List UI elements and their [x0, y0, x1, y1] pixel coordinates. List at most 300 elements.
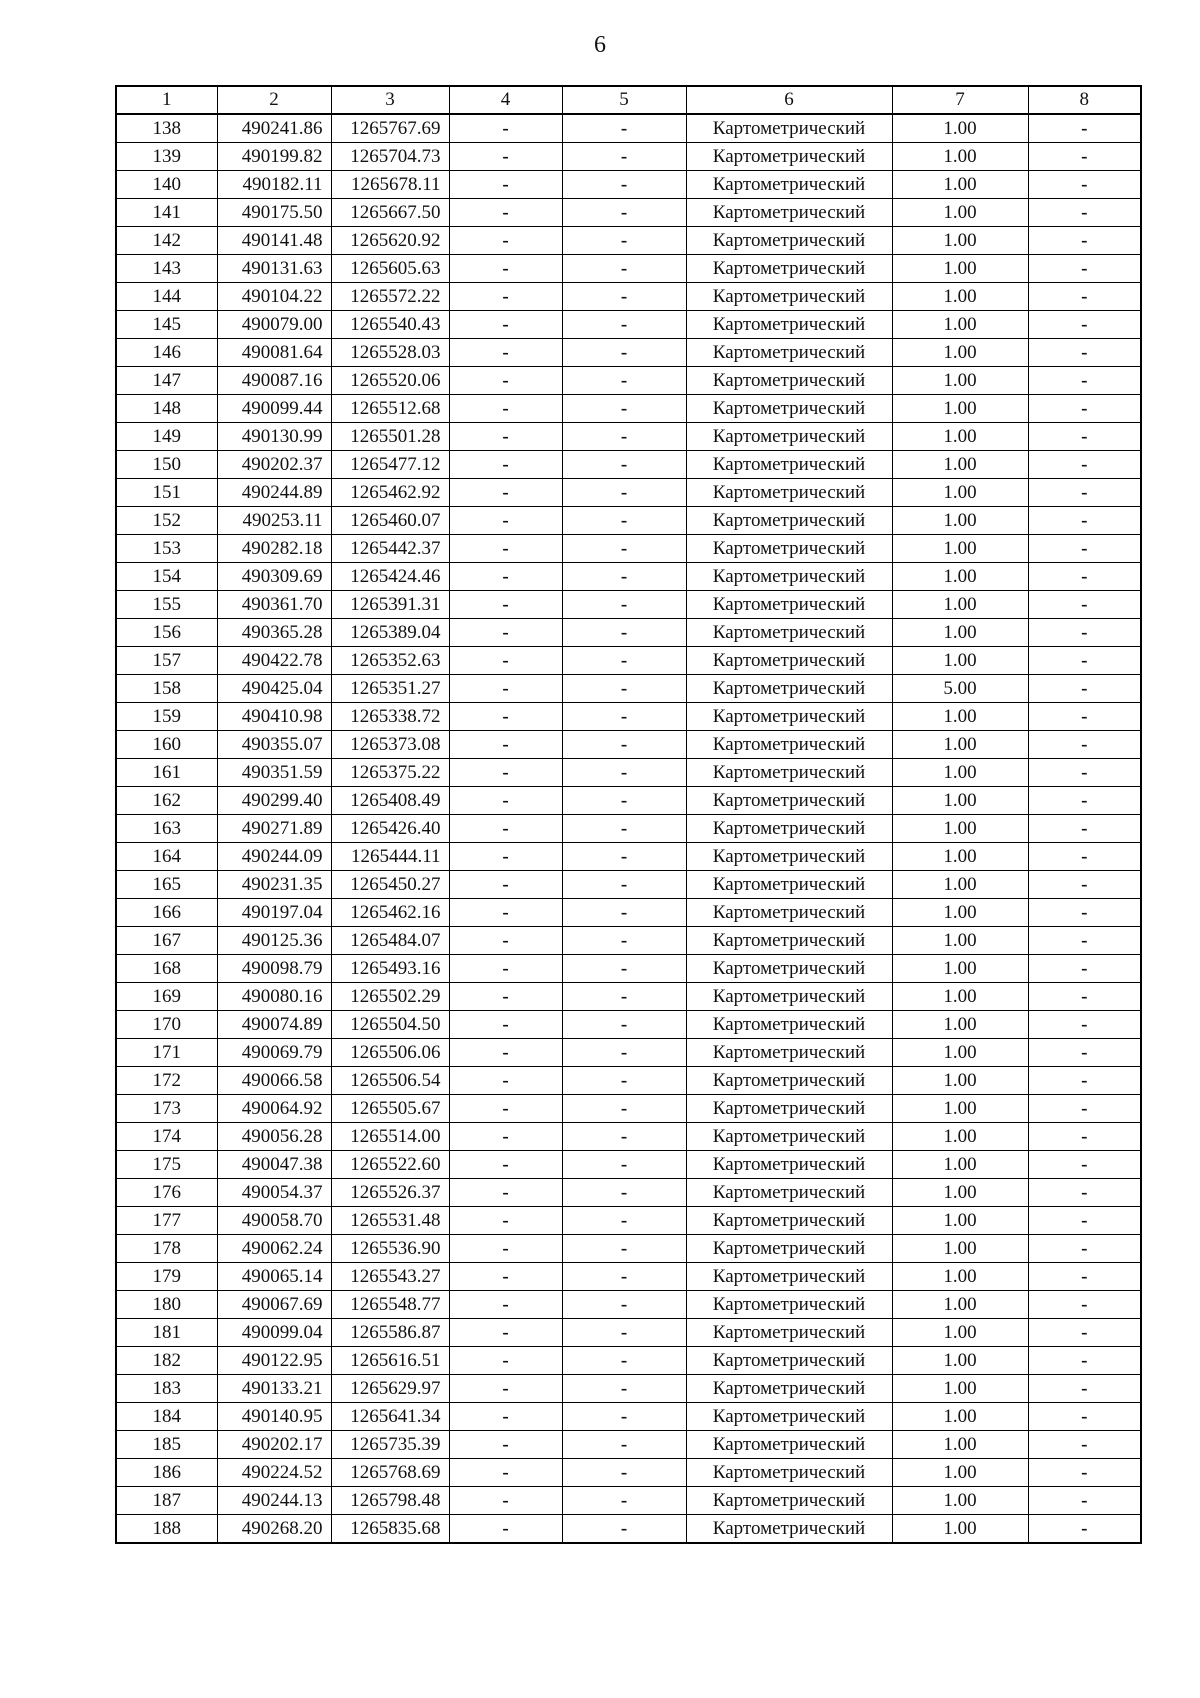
table-row	[116, 1207, 1141, 1235]
column-4-cell: -	[449, 1179, 562, 1207]
y-coordinate-cell: 1265704.73	[331, 143, 449, 171]
column-8-cell: -	[1028, 1207, 1141, 1235]
column-header: 2	[217, 86, 331, 114]
column-8-cell: -	[1028, 731, 1141, 759]
y-coordinate-cell: 1265408.49	[331, 787, 449, 815]
accuracy-cell: 1.00	[892, 619, 1028, 647]
x-coordinate-cell: 490244.89	[217, 479, 331, 507]
table-row	[116, 311, 1141, 339]
column-5-cell: -	[562, 815, 686, 843]
column-8-cell: -	[1028, 1403, 1141, 1431]
table-row	[116, 114, 1141, 143]
point-number-cell: 146	[116, 339, 217, 367]
method-cell: Картометрический	[686, 955, 892, 983]
accuracy-cell: 1.00	[892, 703, 1028, 731]
method-cell: Картометрический	[686, 675, 892, 703]
table-row	[116, 283, 1141, 311]
accuracy-cell: 1.00	[892, 1067, 1028, 1095]
column-5-cell: -	[562, 1235, 686, 1263]
column-8-cell: -	[1028, 955, 1141, 983]
table-body	[116, 114, 1141, 1543]
x-coordinate-cell: 490175.50	[217, 199, 331, 227]
x-coordinate-cell: 490047.38	[217, 1151, 331, 1179]
column-4-cell: -	[449, 1123, 562, 1151]
accuracy-cell: 1.00	[892, 647, 1028, 675]
x-coordinate-cell: 490231.35	[217, 871, 331, 899]
point-number-cell: 149	[116, 423, 217, 451]
y-coordinate-cell: 1265338.72	[331, 703, 449, 731]
column-4-cell: -	[449, 1095, 562, 1123]
point-number-cell: 176	[116, 1179, 217, 1207]
accuracy-cell: 1.00	[892, 1459, 1028, 1487]
column-5-cell: -	[562, 1039, 686, 1067]
method-cell: Картометрический	[686, 1067, 892, 1095]
column-4-cell: -	[449, 1039, 562, 1067]
accuracy-cell: 1.00	[892, 843, 1028, 871]
x-coordinate-cell: 490253.11	[217, 507, 331, 535]
y-coordinate-cell: 1265352.63	[331, 647, 449, 675]
column-5-cell: -	[562, 114, 686, 143]
accuracy-cell: 1.00	[892, 815, 1028, 843]
column-8-cell: -	[1028, 1263, 1141, 1291]
point-number-cell: 154	[116, 563, 217, 591]
table-row	[116, 1151, 1141, 1179]
x-coordinate-cell: 490141.48	[217, 227, 331, 255]
column-5-cell: -	[562, 1403, 686, 1431]
method-cell: Картометрический	[686, 339, 892, 367]
table-row	[116, 1431, 1141, 1459]
point-number-cell: 151	[116, 479, 217, 507]
column-header: 6	[686, 86, 892, 114]
method-cell: Картометрический	[686, 1291, 892, 1319]
column-8-cell: -	[1028, 283, 1141, 311]
method-cell: Картометрический	[686, 731, 892, 759]
column-4-cell: -	[449, 114, 562, 143]
column-4-cell: -	[449, 227, 562, 255]
y-coordinate-cell: 1265424.46	[331, 563, 449, 591]
x-coordinate-cell: 490066.58	[217, 1067, 331, 1095]
y-coordinate-cell: 1265506.06	[331, 1039, 449, 1067]
column-4-cell: -	[449, 1235, 562, 1263]
column-5-cell: -	[562, 703, 686, 731]
accuracy-cell: 1.00	[892, 759, 1028, 787]
accuracy-cell: 1.00	[892, 395, 1028, 423]
column-8-cell: -	[1028, 703, 1141, 731]
x-coordinate-cell: 490062.24	[217, 1235, 331, 1263]
table-row	[116, 787, 1141, 815]
column-8-cell: -	[1028, 451, 1141, 479]
point-number-cell: 172	[116, 1067, 217, 1095]
column-4-cell: -	[449, 1431, 562, 1459]
accuracy-cell: 1.00	[892, 479, 1028, 507]
accuracy-cell: 1.00	[892, 114, 1028, 143]
column-5-cell: -	[562, 1011, 686, 1039]
method-cell: Картометрический	[686, 535, 892, 563]
point-number-cell: 179	[116, 1263, 217, 1291]
point-number-cell: 156	[116, 619, 217, 647]
point-number-cell: 160	[116, 731, 217, 759]
column-8-cell: -	[1028, 199, 1141, 227]
x-coordinate-cell: 490351.59	[217, 759, 331, 787]
point-number-cell: 174	[116, 1123, 217, 1151]
column-4-cell: -	[449, 143, 562, 171]
point-number-cell: 143	[116, 255, 217, 283]
y-coordinate-cell: 1265504.50	[331, 1011, 449, 1039]
x-coordinate-cell: 490104.22	[217, 283, 331, 311]
column-5-cell: -	[562, 1431, 686, 1459]
column-4-cell: -	[449, 591, 562, 619]
column-8-cell: -	[1028, 367, 1141, 395]
y-coordinate-cell: 1265616.51	[331, 1347, 449, 1375]
column-4-cell: -	[449, 619, 562, 647]
point-number-cell: 166	[116, 899, 217, 927]
x-coordinate-cell: 490054.37	[217, 1179, 331, 1207]
x-coordinate-cell: 490079.00	[217, 311, 331, 339]
y-coordinate-cell: 1265514.00	[331, 1123, 449, 1151]
table-row	[116, 535, 1141, 563]
method-cell: Картометрический	[686, 1235, 892, 1263]
y-coordinate-cell: 1265735.39	[331, 1431, 449, 1459]
column-5-cell: -	[562, 675, 686, 703]
point-number-cell: 142	[116, 227, 217, 255]
accuracy-cell: 1.00	[892, 1263, 1028, 1291]
table-row	[116, 1375, 1141, 1403]
column-8-cell: -	[1028, 395, 1141, 423]
column-4-cell: -	[449, 479, 562, 507]
y-coordinate-cell: 1265351.27	[331, 675, 449, 703]
table-row	[116, 1179, 1141, 1207]
column-8-cell: -	[1028, 114, 1141, 143]
column-8-cell: -	[1028, 871, 1141, 899]
table-row	[116, 871, 1141, 899]
column-8-cell: -	[1028, 1039, 1141, 1067]
accuracy-cell: 1.00	[892, 955, 1028, 983]
accuracy-cell: 1.00	[892, 199, 1028, 227]
column-8-cell: -	[1028, 1347, 1141, 1375]
point-number-cell: 145	[116, 311, 217, 339]
column-8-cell: -	[1028, 171, 1141, 199]
column-8-cell: -	[1028, 787, 1141, 815]
column-4-cell: -	[449, 1459, 562, 1487]
column-8-cell: -	[1028, 843, 1141, 871]
x-coordinate-cell: 490299.40	[217, 787, 331, 815]
accuracy-cell: 1.00	[892, 1291, 1028, 1319]
table-row	[116, 899, 1141, 927]
table-row	[116, 843, 1141, 871]
column-5-cell: -	[562, 227, 686, 255]
x-coordinate-cell: 490361.70	[217, 591, 331, 619]
column-5-cell: -	[562, 619, 686, 647]
table-row	[116, 1123, 1141, 1151]
column-4-cell: -	[449, 787, 562, 815]
table-row	[116, 1459, 1141, 1487]
column-4-cell: -	[449, 703, 562, 731]
x-coordinate-cell: 490056.28	[217, 1123, 331, 1151]
x-coordinate-cell: 490131.63	[217, 255, 331, 283]
point-number-cell: 140	[116, 171, 217, 199]
y-coordinate-cell: 1265572.22	[331, 283, 449, 311]
method-cell: Картометрический	[686, 171, 892, 199]
x-coordinate-cell: 490244.09	[217, 843, 331, 871]
column-8-cell: -	[1028, 479, 1141, 507]
x-coordinate-cell: 490224.52	[217, 1459, 331, 1487]
accuracy-cell: 1.00	[892, 927, 1028, 955]
point-number-cell: 164	[116, 843, 217, 871]
table-row	[116, 563, 1141, 591]
column-4-cell: -	[449, 759, 562, 787]
column-8-cell: -	[1028, 675, 1141, 703]
table-row	[116, 451, 1141, 479]
column-8-cell: -	[1028, 1459, 1141, 1487]
table-row	[116, 731, 1141, 759]
method-cell: Картометрический	[686, 815, 892, 843]
x-coordinate-cell: 490058.70	[217, 1207, 331, 1235]
method-cell: Картометрический	[686, 759, 892, 787]
y-coordinate-cell: 1265531.48	[331, 1207, 449, 1235]
y-coordinate-cell: 1265540.43	[331, 311, 449, 339]
point-number-cell: 147	[116, 367, 217, 395]
column-5-cell: -	[562, 1291, 686, 1319]
x-coordinate-cell: 490268.20	[217, 1515, 331, 1544]
column-8-cell: -	[1028, 255, 1141, 283]
column-4-cell: -	[449, 1011, 562, 1039]
table-row	[116, 759, 1141, 787]
column-8-cell: -	[1028, 647, 1141, 675]
method-cell: Картометрический	[686, 255, 892, 283]
column-8-cell: -	[1028, 339, 1141, 367]
y-coordinate-cell: 1265502.29	[331, 983, 449, 1011]
column-header: 1	[116, 86, 217, 114]
method-cell: Картометрический	[686, 1095, 892, 1123]
y-coordinate-cell: 1265526.37	[331, 1179, 449, 1207]
x-coordinate-cell: 490080.16	[217, 983, 331, 1011]
method-cell: Картометрический	[686, 983, 892, 1011]
point-number-cell: 139	[116, 143, 217, 171]
table-row	[116, 647, 1141, 675]
accuracy-cell: 1.00	[892, 1095, 1028, 1123]
method-cell: Картометрический	[686, 395, 892, 423]
accuracy-cell: 1.00	[892, 1487, 1028, 1515]
point-number-cell: 157	[116, 647, 217, 675]
y-coordinate-cell: 1265548.77	[331, 1291, 449, 1319]
table-row	[116, 1347, 1141, 1375]
table-row	[116, 1403, 1141, 1431]
method-cell: Картометрический	[686, 283, 892, 311]
column-4-cell: -	[449, 199, 562, 227]
accuracy-cell: 1.00	[892, 983, 1028, 1011]
table-row	[116, 199, 1141, 227]
column-4-cell: -	[449, 451, 562, 479]
column-4-cell: -	[449, 899, 562, 927]
accuracy-cell: 1.00	[892, 1431, 1028, 1459]
table-row	[116, 255, 1141, 283]
point-number-cell: 168	[116, 955, 217, 983]
column-8-cell: -	[1028, 423, 1141, 451]
x-coordinate-cell: 490133.21	[217, 1375, 331, 1403]
method-cell: Картометрический	[686, 1431, 892, 1459]
x-coordinate-cell: 490202.37	[217, 451, 331, 479]
method-cell: Картометрический	[686, 1207, 892, 1235]
y-coordinate-cell: 1265512.68	[331, 395, 449, 423]
x-coordinate-cell: 490081.64	[217, 339, 331, 367]
accuracy-cell: 1.00	[892, 731, 1028, 759]
column-4-cell: -	[449, 843, 562, 871]
x-coordinate-cell: 490087.16	[217, 367, 331, 395]
table-row	[116, 507, 1141, 535]
column-header: 4	[449, 86, 562, 114]
y-coordinate-cell: 1265462.16	[331, 899, 449, 927]
y-coordinate-cell: 1265484.07	[331, 927, 449, 955]
table-row	[116, 927, 1141, 955]
x-coordinate-cell: 490069.79	[217, 1039, 331, 1067]
coordinates-table	[115, 85, 1142, 1544]
y-coordinate-cell: 1265620.92	[331, 227, 449, 255]
column-4-cell: -	[449, 423, 562, 451]
column-4-cell: -	[449, 535, 562, 563]
table-row	[116, 983, 1141, 1011]
column-8-cell: -	[1028, 1487, 1141, 1515]
column-5-cell: -	[562, 199, 686, 227]
column-8-cell: -	[1028, 1375, 1141, 1403]
column-5-cell: -	[562, 759, 686, 787]
column-header: 7	[892, 86, 1028, 114]
method-cell: Картометрический	[686, 1263, 892, 1291]
accuracy-cell: 1.00	[892, 367, 1028, 395]
column-5-cell: -	[562, 1515, 686, 1544]
table-row	[116, 703, 1141, 731]
point-number-cell: 148	[116, 395, 217, 423]
accuracy-cell: 1.00	[892, 171, 1028, 199]
y-coordinate-cell: 1265462.92	[331, 479, 449, 507]
y-coordinate-cell: 1265641.34	[331, 1403, 449, 1431]
table-row	[116, 339, 1141, 367]
accuracy-cell: 1.00	[892, 1179, 1028, 1207]
table-row	[116, 591, 1141, 619]
column-5-cell: -	[562, 1207, 686, 1235]
column-5-cell: -	[562, 535, 686, 563]
point-number-cell: 158	[116, 675, 217, 703]
point-number-cell: 173	[116, 1095, 217, 1123]
point-number-cell: 183	[116, 1375, 217, 1403]
column-8-cell: -	[1028, 1235, 1141, 1263]
y-coordinate-cell: 1265426.40	[331, 815, 449, 843]
accuracy-cell: 1.00	[892, 1207, 1028, 1235]
column-5-cell: -	[562, 871, 686, 899]
x-coordinate-cell: 490355.07	[217, 731, 331, 759]
column-4-cell: -	[449, 1151, 562, 1179]
y-coordinate-cell: 1265444.11	[331, 843, 449, 871]
method-cell: Картометрический	[686, 479, 892, 507]
column-8-cell: -	[1028, 1011, 1141, 1039]
point-number-cell: 155	[116, 591, 217, 619]
column-8-cell: -	[1028, 227, 1141, 255]
column-8-cell: -	[1028, 591, 1141, 619]
accuracy-cell: 1.00	[892, 507, 1028, 535]
point-number-cell: 165	[116, 871, 217, 899]
column-4-cell: -	[449, 927, 562, 955]
y-coordinate-cell: 1265678.11	[331, 171, 449, 199]
point-number-cell: 141	[116, 199, 217, 227]
column-5-cell: -	[562, 1123, 686, 1151]
x-coordinate-cell: 490365.28	[217, 619, 331, 647]
point-number-cell: 177	[116, 1207, 217, 1235]
y-coordinate-cell: 1265460.07	[331, 507, 449, 535]
table-row	[116, 1515, 1141, 1544]
x-coordinate-cell: 490241.86	[217, 114, 331, 143]
table-row	[116, 227, 1141, 255]
point-number-cell: 185	[116, 1431, 217, 1459]
x-coordinate-cell: 490309.69	[217, 563, 331, 591]
column-5-cell: -	[562, 395, 686, 423]
column-8-cell: -	[1028, 1431, 1141, 1459]
accuracy-cell: 1.00	[892, 563, 1028, 591]
column-8-cell: -	[1028, 1291, 1141, 1319]
y-coordinate-cell: 1265505.67	[331, 1095, 449, 1123]
method-cell: Картометрический	[686, 899, 892, 927]
method-cell: Картометрический	[686, 199, 892, 227]
method-cell: Картометрический	[686, 451, 892, 479]
y-coordinate-cell: 1265768.69	[331, 1459, 449, 1487]
accuracy-cell: 1.00	[892, 1347, 1028, 1375]
column-5-cell: -	[562, 479, 686, 507]
column-4-cell: -	[449, 1207, 562, 1235]
accuracy-cell: 1.00	[892, 311, 1028, 339]
column-4-cell: -	[449, 255, 562, 283]
column-5-cell: -	[562, 143, 686, 171]
column-4-cell: -	[449, 367, 562, 395]
method-cell: Картометрический	[686, 311, 892, 339]
column-header: 3	[331, 86, 449, 114]
x-coordinate-cell: 490125.36	[217, 927, 331, 955]
column-4-cell: -	[449, 983, 562, 1011]
accuracy-cell: 1.00	[892, 1515, 1028, 1544]
method-cell: Картометрический	[686, 507, 892, 535]
method-cell: Картометрический	[686, 871, 892, 899]
column-8-cell: -	[1028, 311, 1141, 339]
column-5-cell: -	[562, 1347, 686, 1375]
table-row	[116, 1319, 1141, 1347]
column-5-cell: -	[562, 1179, 686, 1207]
column-8-cell: -	[1028, 1067, 1141, 1095]
x-coordinate-cell: 490074.89	[217, 1011, 331, 1039]
y-coordinate-cell: 1265528.03	[331, 339, 449, 367]
accuracy-cell: 1.00	[892, 871, 1028, 899]
point-number-cell: 138	[116, 114, 217, 143]
column-5-cell: -	[562, 1067, 686, 1095]
accuracy-cell: 1.00	[892, 1123, 1028, 1151]
y-coordinate-cell: 1265536.90	[331, 1235, 449, 1263]
column-8-cell: -	[1028, 507, 1141, 535]
accuracy-cell: 1.00	[892, 451, 1028, 479]
method-cell: Картометрический	[686, 1347, 892, 1375]
x-coordinate-cell: 490202.17	[217, 1431, 331, 1459]
y-coordinate-cell: 1265543.27	[331, 1263, 449, 1291]
column-5-cell: -	[562, 899, 686, 927]
column-8-cell: -	[1028, 1151, 1141, 1179]
column-5-cell: -	[562, 283, 686, 311]
method-cell: Картометрический	[686, 1375, 892, 1403]
column-8-cell: -	[1028, 1123, 1141, 1151]
accuracy-cell: 1.00	[892, 1235, 1028, 1263]
point-number-cell: 188	[116, 1515, 217, 1544]
accuracy-cell: 1.00	[892, 1011, 1028, 1039]
column-4-cell: -	[449, 507, 562, 535]
table-row	[116, 675, 1141, 703]
accuracy-cell: 1.00	[892, 283, 1028, 311]
x-coordinate-cell: 490244.13	[217, 1487, 331, 1515]
column-4-cell: -	[449, 731, 562, 759]
column-5-cell: -	[562, 255, 686, 283]
